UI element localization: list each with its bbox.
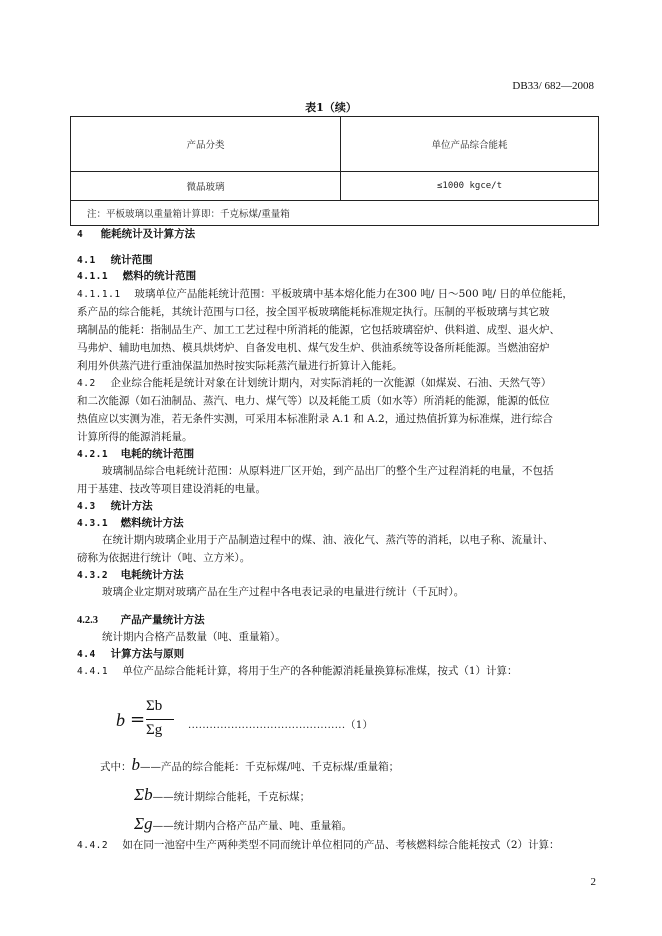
paragraph-line: 计算所得的能源消耗量。 <box>77 431 193 443</box>
section-4-heading <box>77 225 195 244</box>
paragraph-line: 磅称为依据进行统计（吨、立方米）。 <box>77 552 251 564</box>
paragraph-line: 璃制品的能耗：指制品生产、加工工艺过程中所消耗的能源，它包括玻璃窑炉、供料道、成型、退火炉、 <box>77 324 560 336</box>
section-title: 能耗统计及计算方法 <box>100 228 196 240</box>
section-number: 4.4.2 <box>77 840 109 851</box>
section-title: 统计范围 <box>110 254 153 266</box>
section-title: 产品产量统计方法 <box>120 614 205 626</box>
paragraph-text: 企业综合能耗是统计对象在计划统计期内，对实际消耗的一次能源（如煤炭、石油、天然气等） <box>110 377 552 389</box>
paragraph-text: 单位产品综合能耗计算，将用于生产的各种能源消耗量换算标准煤，按式（1）计算： <box>122 665 518 677</box>
section-number: 4.1.1.1 <box>77 289 121 300</box>
section-number: 4.2.3 <box>77 615 98 626</box>
section-number: 4.2 <box>77 378 96 389</box>
paragraph-line: 用于基建、技改等项目建设消耗的电量。 <box>77 483 266 495</box>
paragraph-line: 热值应以实测为准，若无条件实测，可采用本标准附录 A.1 和 A.2，通过热值折算为标准煤，进行综合 <box>77 413 553 425</box>
formula-equals: = <box>130 709 146 730</box>
where-symbol: Σg <box>134 814 153 833</box>
section-number: 4.3 <box>77 501 96 512</box>
where-item <box>134 815 352 835</box>
paragraph-line: 玻璃企业定期对玻璃产品在生产过程中各电表记录的电量进行统计（千瓦时）。 <box>102 586 465 598</box>
section-number: 4 <box>77 229 84 240</box>
section-title: 燃料统计方法 <box>120 517 184 529</box>
section-number: 4.1.1 <box>77 271 109 282</box>
page-number: 2 <box>590 876 596 888</box>
section-number: 4.1 <box>77 255 96 266</box>
spec-table <box>70 116 599 226</box>
formula-leader-dots <box>188 716 373 731</box>
paragraph-text: 玻璃单位产品能耗统计范围：平板玻璃中基本熔化能力在300 吨/ 日～500 吨/ 日的单位能耗， <box>134 288 573 300</box>
paragraph-line: 系产品的综合能耗，其统计范围与口径，按全国平板玻璃能耗标准规定执行。压制的平板玻璃与其它玻 <box>77 306 550 318</box>
fraction-bar <box>146 719 174 720</box>
paragraph-line: 马弗炉、辅助电加热、模具烘烤炉、自备发电机、煤气发生炉、供油系统等设备所耗能源。当燃油窑炉 <box>77 342 550 354</box>
formula-label: （1） <box>345 720 374 731</box>
paragraph-line: 利用外供蒸汽进行重油保温加热时按实际耗蒸汽量进行折算计入能耗。 <box>77 360 403 372</box>
table-title: 表1（续） <box>305 101 357 114</box>
section-number: 4.3.1 <box>77 518 109 529</box>
where-prefix: 式中： <box>100 761 132 773</box>
section-4-1-1-heading <box>77 267 196 286</box>
where-desc: ——产品的综合能耗：千克标煤/吨、千克标煤/重量箱； <box>140 761 400 773</box>
paragraph-line <box>77 285 573 304</box>
where-desc: ——统计期综合能耗，千克标煤； <box>152 791 311 803</box>
paragraph-line: 统计期内合格产品数量（吨、重量箱）。 <box>102 631 286 643</box>
paragraph-line <box>77 836 560 855</box>
where-item <box>100 756 399 776</box>
where-symbol: Σb <box>134 785 153 804</box>
section-number: 4.4 <box>77 649 96 660</box>
formula-denominator: Σg <box>146 722 163 738</box>
paragraph-line: 和二次能源（如石油制品、蒸汽、电力、煤气等）以及耗能工质（如水等）所消耗的能源，能源的低位 <box>77 395 550 407</box>
section-title: 计算方法与原则 <box>110 648 185 660</box>
section-title: 电耗统计方法 <box>120 569 184 581</box>
formula-numerator: Σb <box>146 698 163 714</box>
paragraph-line: 玻璃制品综合电耗统计范围：从原料进厂区开始，到产品出厂的整个生产过程消耗的电量，不包括 <box>102 465 554 477</box>
table-header-category: 产品分类 <box>71 117 341 172</box>
where-item <box>134 786 310 806</box>
leader-dots: ............................................ <box>188 720 346 731</box>
paragraph-line <box>77 374 551 393</box>
section-title: 电耗的统计范围 <box>120 448 195 460</box>
table-header-energy: 单位产品综合能耗 <box>341 117 599 172</box>
paragraph-line <box>77 662 518 681</box>
paragraph-text: 如在同一池窑中生产两种类型不同而统计单位相同的产品、考核燃料综合能耗按式（2）计算： <box>122 839 560 851</box>
standard-code: DB33/ 682—2008 <box>512 80 594 92</box>
formula-lhs: b <box>116 710 125 730</box>
formula-1 <box>112 698 412 748</box>
where-desc: ——统计期内合格产品产量、吨、重量箱。 <box>152 820 353 832</box>
table-note: 注：平板玻璃以重量箱计算即：千克标煤/重量箱 <box>71 201 599 226</box>
section-number: 4.4.1 <box>77 666 109 677</box>
section-number: 4.2.1 <box>77 449 109 460</box>
section-number: 4.3.2 <box>77 570 109 581</box>
table-cell-value: ≤1000 kgce/t <box>341 172 599 201</box>
table-cell-category: 微晶玻璃 <box>71 172 341 201</box>
section-title: 燃料的统计范围 <box>122 270 197 282</box>
section-title: 统计方法 <box>110 500 153 512</box>
paragraph-line: 在统计期内玻璃企业用于产品制造过程中的煤、油、液化气、蒸汽等的消耗，以电子称、流量计、 <box>102 534 554 546</box>
where-symbol: b <box>131 755 140 774</box>
